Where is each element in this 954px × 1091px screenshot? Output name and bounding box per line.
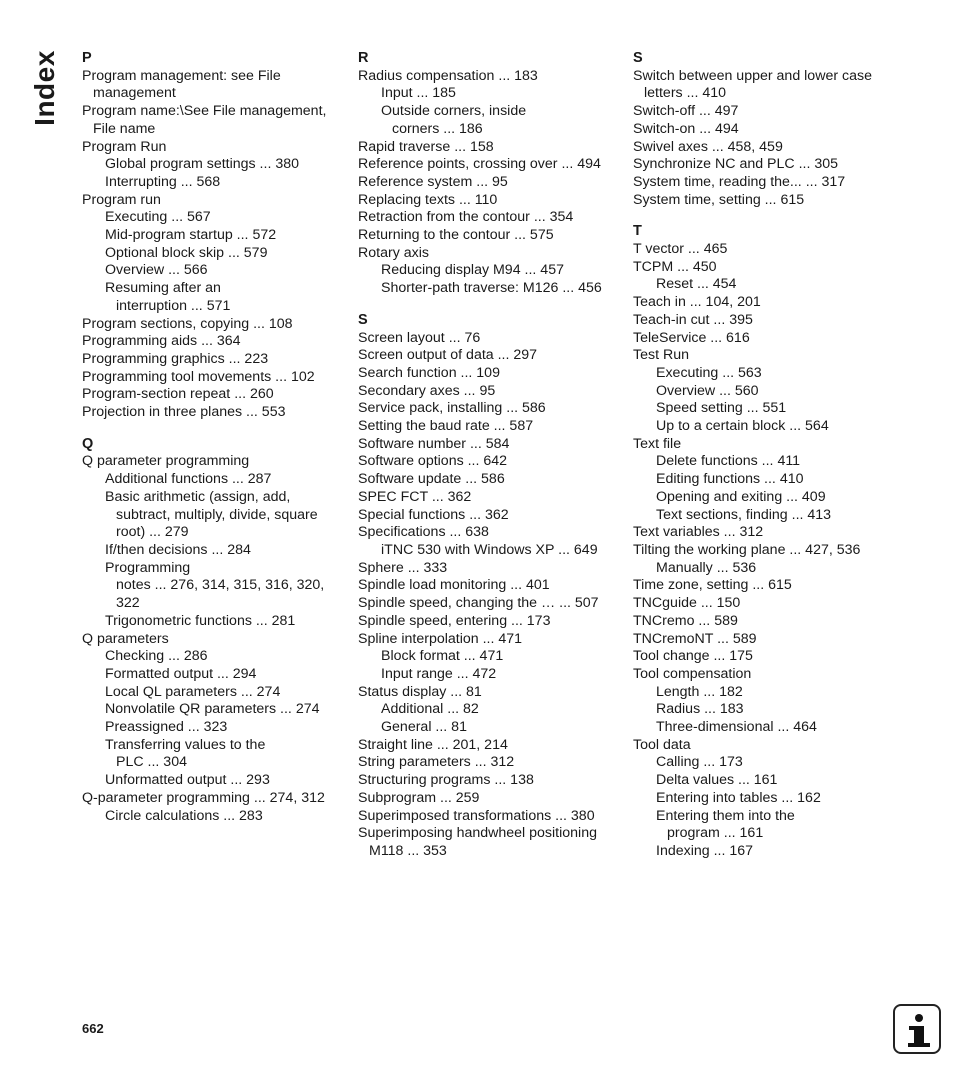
index-subentry: Delete functions ... 411 [656,453,801,470]
index-entry: Rotary axis [358,244,429,261]
index-entry: Tool compensation [633,665,752,682]
index-entry: letters ... 410 [644,85,727,102]
index-entry: Specifications ... 638 [358,524,489,541]
index-entry: T vector ... 465 [633,241,728,258]
index-subentry: Trigonometric functions ... 281 [105,612,296,629]
index-entry: TNCguide ... 150 [633,595,741,612]
index-subentry: Circle calculations ... 283 [105,807,263,824]
index-subentry: Calling ... 173 [656,754,743,771]
index-entry: System time, reading the... ... 317 [633,173,846,190]
index-subentry: Input ... 185 [381,85,456,102]
index-section-s [633,50,895,209]
index-subentry: Optional block skip ... 579 [105,244,268,261]
index-subentry: General ... 81 [381,719,467,736]
index-subentry: Preassigned ... 323 [105,719,228,736]
index-subentry: Block format ... 471 [381,648,504,665]
index-entry: Sphere ... 333 [358,559,448,576]
index-subentry: iTNC 530 with Windows XP ... 649 [381,541,598,558]
index-entry: Tool data [633,736,691,753]
index-entry: Returning to the contour ... 575 [358,227,554,244]
index-entry: Superimposing handwheel positioning [358,825,597,842]
index-subentry: Reset ... 454 [656,276,737,293]
index-subentry: Overview ... 560 [656,382,759,399]
index-entry: Service pack, installing ... 586 [358,400,546,417]
index-subentry: Checking ... 286 [105,648,208,665]
index-subentry: Shorter-path traverse: M126 ... 456 [381,280,602,297]
index-entry: Projection in three planes ... 553 [82,404,286,421]
index-entry: System time, setting ... 615 [633,191,805,208]
index-subentry: Overview ... 566 [105,262,208,279]
index-subentry: Basic arithmetic (assign, add, [105,488,291,505]
index-section-p [82,50,344,422]
index-entry: Radius compensation ... 183 [358,67,538,84]
index-entry: M118 ... 353 [369,842,447,859]
index-entry: Status display ... 81 [358,683,482,700]
index-entry: Synchronize NC and PLC ... 305 [633,156,839,173]
index-entry: Switch-off ... 497 [633,103,739,120]
index-entry: Switch between upper and lower case [633,67,872,84]
index-entry: Program-section repeat ... 260 [82,386,274,403]
index-entry: Text file [633,435,682,452]
index-column-3 [633,50,895,875]
index-entry: Swivel axes ... 458, 459 [633,138,783,155]
index-entry: Screen output of data ... 297 [358,347,538,364]
index-subentry: Entering them into the [656,807,795,824]
index-entry: Q parameters [82,630,169,647]
index-subentry: Indexing ... 167 [656,842,754,859]
index-entry: Q parameter programming [82,453,250,470]
page-number: 662 [82,1021,104,1036]
index-subentry: Additional functions ... 287 [105,471,272,488]
section-letter: T [633,223,642,240]
index-subentry: Local QL parameters ... 274 [105,683,281,700]
index-entry: Rapid traverse ... 158 [358,138,494,155]
index-entry: Reference system ... 95 [358,173,508,190]
index-subentry: Reducing display M94 ... 457 [381,262,564,279]
info-icon [893,1004,941,1054]
index-subentry: Executing ... 563 [656,364,762,381]
index-entry: TeleService ... 616 [633,329,750,346]
index-subentry: If/then decisions ... 284 [105,541,251,558]
index-subentry: notes ... 276, 314, 315, 316, 320, [116,577,325,594]
index-entry: Tool change ... 175 [633,648,753,665]
index-section-s [358,312,620,861]
index-entry: Retraction from the contour ... 354 [358,209,574,226]
index-subentry: program ... 161 [667,825,764,842]
index-entry: TNCremoNT ... 589 [633,630,757,647]
index-entry: management [93,85,176,102]
index-column-1 [82,50,344,839]
index-subentry: subtract, multiply, divide, square [116,506,318,523]
index-subentry: Entering into tables ... 162 [656,789,821,806]
index-subentry: Formatted output ... 294 [105,665,257,682]
index-subentry: Text sections, finding ... 413 [656,506,832,523]
index-subentry: Length ... 182 [656,683,743,700]
index-entry: Program Run [82,138,167,155]
index-entry: Software update ... 586 [358,471,505,488]
section-letter: R [358,50,369,66]
index-subentry: Three-dimensional ... 464 [656,719,817,736]
index-entry: Program management: see File [82,67,281,84]
index-entry: Screen layout ... 76 [358,329,481,346]
index-entry: Spindle speed, changing the … ... 507 [358,595,599,612]
index-entry: Program name:\See File management, [82,103,327,120]
index-entry: Teach in ... 104, 201 [633,294,761,311]
index-subentry: Programming [105,559,191,576]
index-entry: Programming graphics ... 223 [82,350,269,367]
index-subentry: Opening and exiting ... 409 [656,488,826,505]
index-subentry: Up to a certain block ... 564 [656,418,829,435]
index-entry: Switch-on ... 494 [633,120,739,137]
index-entry: Tilting the working plane ... 427, 536 [633,541,861,558]
index-entry: Software number ... 584 [358,435,510,452]
index-column-2 [358,50,620,875]
index-subentry: Transferring values to the [105,736,266,753]
index-section-r [358,50,620,298]
index-entry: File name [93,120,156,137]
index-entry: SPEC FCT ... 362 [358,488,472,505]
index-section-q [82,436,344,825]
index-entry: Q-parameter programming ... 274, 312 [82,789,325,806]
index-entry: Secondary axes ... 95 [358,382,496,399]
index-subentry: Outside corners, inside [381,103,527,120]
index-entry: Structuring programs ... 138 [358,772,534,789]
index-subentry: Mid-program startup ... 572 [105,227,277,244]
index-entry: Software options ... 642 [358,453,508,470]
index-entry: Test Run [633,347,689,364]
index-entry: Setting the baud rate ... 587 [358,418,534,435]
index-entry: Replacing texts ... 110 [358,191,498,208]
section-letter: Q [82,435,94,452]
index-subentry: Radius ... 183 [656,701,744,718]
index-entry: Spindle speed, entering ... 173 [358,612,551,629]
index-entry: Search function ... 109 [358,364,500,381]
index-subentry: PLC ... 304 [116,754,187,771]
index-subentry: interruption ... 571 [116,297,231,314]
index-entry: Subprogram ... 259 [358,789,480,806]
index-subentry: Speed setting ... 551 [656,400,787,417]
index-entry: Text variables ... 312 [633,524,764,541]
index-entry: Program run [82,191,161,208]
section-letter: P [82,50,92,66]
index-entry: Reference points, crossing over ... 494 [358,156,601,173]
index-side-title [28,48,62,128]
index-subentry: Unformatted output ... 293 [105,772,270,789]
index-subentry: Global program settings ... 380 [105,156,299,173]
index-section-t [633,223,895,860]
index-entry: Time zone, setting ... 615 [633,577,792,594]
index-subentry: Delta values ... 161 [656,772,778,789]
index-subentry: Input range ... 472 [381,665,497,682]
index-entry: Spline interpolation ... 471 [358,630,523,647]
index-entry: Special functions ... 362 [358,506,509,523]
index-entry: Programming aids ... 364 [82,333,241,350]
index-subentry: Editing functions ... 410 [656,471,804,488]
index-subentry: corners ... 186 [392,120,483,137]
index-entry: Superimposed transformations ... 380 [358,807,595,824]
index-title-text: Index [29,50,60,126]
index-subentry: Manually ... 536 [656,559,757,576]
index-subentry: Executing ... 567 [105,209,211,226]
index-subentry: Nonvolatile QR parameters ... 274 [105,701,320,718]
index-subentry: Resuming after an [105,280,221,297]
index-subentry: 322 [116,595,140,612]
index-subentry: Additional ... 82 [381,701,479,718]
index-entry: TNCremo ... 589 [633,612,738,629]
index-entry: Spindle load monitoring ... 401 [358,577,550,594]
index-entry: Teach-in cut ... 395 [633,311,753,328]
index-entry: String parameters ... 312 [358,754,515,771]
index-entry: Straight line ... 201, 214 [358,736,508,753]
index-subentry: root) ... 279 [116,524,189,541]
section-letter: S [358,311,368,328]
index-entry: Program sections, copying ... 108 [82,315,293,332]
index-subentry: Interrupting ... 568 [105,173,221,190]
section-letter: S [633,50,643,66]
index-entry: TCPM ... 450 [633,258,717,275]
index-entry: Programming tool movements ... 102 [82,368,315,385]
